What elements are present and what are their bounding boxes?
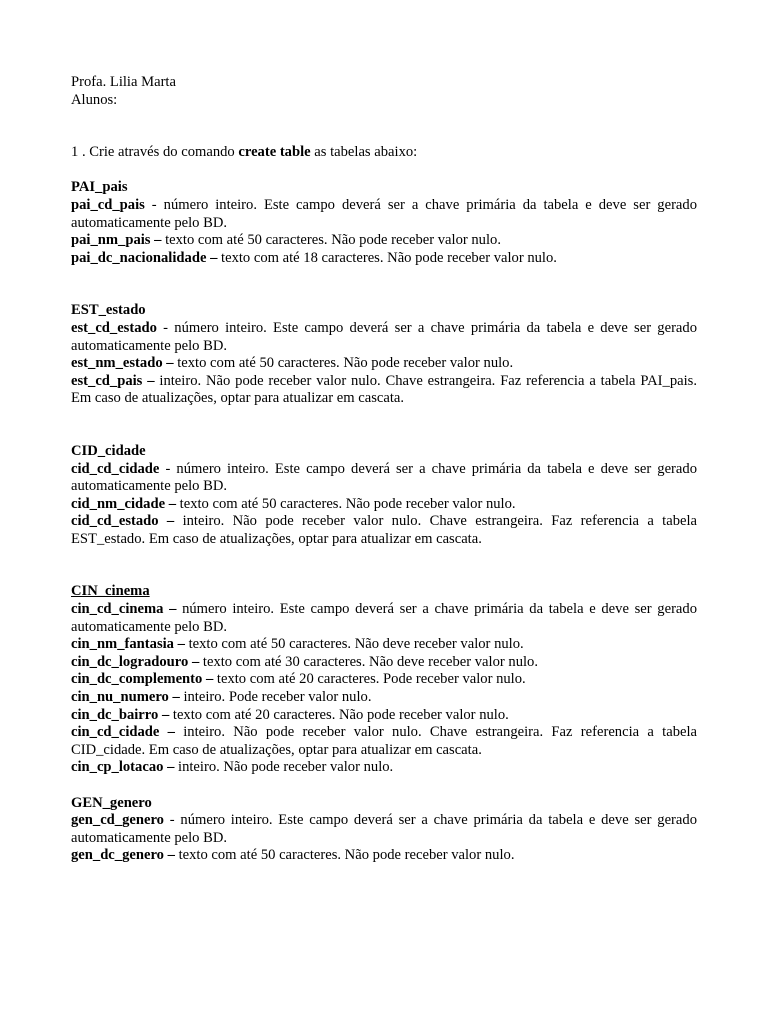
field-name: cin_dc_complemento	[71, 671, 203, 688]
field-sep: –	[159, 724, 184, 741]
field-desc: inteiro. Não pode receber valor nulo. Chave estrangeira. Faz referencia a tabela EST_estado. Em caso de atualizações, optar para atualizar em cascata.	[71, 513, 697, 547]
field-sep: –	[173, 636, 189, 653]
field-name: est_nm_estado	[71, 355, 163, 372]
field-row	[71, 707, 697, 725]
field-name: cid_cd_cidade	[71, 460, 160, 477]
field-sep: –	[163, 847, 179, 864]
field-name: est_cd_pais	[71, 372, 143, 389]
field-sep: –	[202, 671, 217, 688]
field-desc: texto com até 20 caracteres. Pode receber valor nulo.	[216, 671, 526, 688]
field-row	[71, 759, 697, 777]
field-row	[71, 320, 697, 355]
field-row	[71, 461, 697, 496]
field-row	[71, 636, 697, 654]
field-row	[71, 250, 697, 268]
field-desc: texto com até 18 caracteres. Não pode receber valor nulo.	[221, 249, 557, 266]
field-desc: texto com até 50 caracteres. Não deve receber valor nulo.	[188, 636, 524, 653]
field-name: pai_cd_pais	[71, 196, 145, 213]
spacer	[71, 548, 697, 583]
field-name: pai_dc_nacionalidade	[71, 249, 207, 266]
field-name: cid_nm_cidade	[71, 495, 166, 512]
table-title-gen: GEN_genero	[71, 794, 152, 811]
field-sep: –	[163, 759, 179, 776]
field-sep: –	[188, 653, 203, 670]
field-sep: –	[142, 372, 160, 389]
field-row	[71, 232, 697, 250]
field-desc: inteiro. Não pode receber valor nulo. Chave estrangeira. Faz referencia a tabela PAI_pais. Em caso de atualizações, optar para atualizar em cascata.	[71, 372, 697, 407]
teacher-line: Profa. Lilia Marta	[71, 74, 176, 90]
field-sep: -	[144, 196, 164, 213]
field-sep: –	[158, 513, 183, 530]
field-desc: número inteiro. Este campo deverá ser a chave primária da tabela e deve ser gerado automaticamente pelo BD.	[71, 460, 697, 495]
field-name: cin_dc_logradouro	[71, 653, 189, 670]
field-desc: texto com até 50 caracteres. Não pode receber valor nulo.	[178, 847, 515, 864]
spacer	[71, 162, 697, 180]
field-sep: -	[163, 812, 181, 829]
field-sep: –	[206, 249, 222, 266]
field-row	[71, 671, 697, 689]
field-row	[71, 812, 697, 847]
field-name: cin_dc_bairro	[71, 706, 159, 723]
field-sep: –	[150, 232, 166, 249]
field-sep: -	[159, 460, 177, 477]
field-name: cid_cd_estado	[71, 513, 159, 530]
field-name: cin_nm_fantasia	[71, 636, 174, 653]
field-desc: texto com até 20 caracteres. Não pode receber valor nulo.	[172, 706, 509, 723]
spacer	[71, 267, 697, 302]
table-title-cid: CID_cidade	[71, 442, 146, 459]
field-name: pai_nm_pais	[71, 232, 151, 249]
field-row	[71, 724, 697, 759]
spacer	[71, 408, 697, 443]
field-sep: –	[168, 689, 184, 706]
field-desc: inteiro. Pode receber valor nulo.	[183, 689, 372, 706]
field-row	[71, 654, 697, 672]
table-title-est: EST_estado	[71, 302, 146, 319]
field-name: cin_cd_cidade	[71, 724, 160, 741]
spacer	[71, 777, 697, 795]
field-desc: número inteiro. Este campo deverá ser a chave primária da tabela e deve ser gerado automaticamente pelo BD.	[71, 812, 697, 846]
field-name: est_cd_estado	[71, 319, 157, 336]
field-row	[71, 355, 697, 373]
field-name: cin_cp_lotacao	[71, 759, 164, 776]
field-row	[71, 847, 697, 865]
question-line	[71, 144, 697, 162]
field-sep: –	[163, 601, 183, 618]
field-name: gen_cd_genero	[71, 812, 164, 829]
field-row	[71, 197, 697, 232]
document-body	[71, 74, 697, 865]
field-row	[71, 601, 697, 636]
table-title-pai: PAI_pais	[71, 179, 128, 196]
field-desc: texto com até 50 caracteres. Não pode receber valor nulo.	[177, 355, 514, 372]
field-desc: inteiro. Não pode receber valor nulo. Chave estrangeira. Faz referencia a tabela CID_cidade. Em caso de atualizações, optar para atualizar em cascata.	[71, 724, 697, 758]
spacer	[71, 109, 697, 144]
field-desc: número inteiro. Este campo deverá ser a chave primária da tabela e deve ser gerado automaticamente pelo BD.	[71, 196, 697, 231]
field-sep: –	[158, 706, 173, 723]
field-sep: -	[156, 319, 175, 336]
field-desc: número inteiro. Este campo deverá ser a chave primária da tabela e deve ser gerado automaticamente pelo BD.	[71, 601, 698, 635]
field-desc: texto com até 50 caracteres. Não pode receber valor nulo.	[165, 232, 501, 249]
field-desc: texto com até 50 caracteres. Não pode receber valor nulo.	[179, 495, 516, 512]
field-row	[71, 496, 697, 514]
field-row	[71, 689, 697, 707]
field-desc: número inteiro. Este campo deverá ser a chave primária da tabela e deve ser gerado automaticamente pelo BD.	[71, 319, 697, 354]
field-name: gen_dc_genero	[71, 847, 164, 864]
students-line: Alunos:	[71, 91, 118, 108]
field-row	[71, 513, 697, 548]
field-desc: inteiro. Não pode receber valor nulo.	[178, 759, 394, 776]
field-desc: texto com até 30 caracteres. Não deve receber valor nulo.	[202, 653, 538, 670]
field-sep: –	[165, 495, 180, 512]
field-row	[71, 373, 697, 408]
field-name: cin_nu_numero	[71, 689, 169, 706]
question-suffix: as tabelas abaixo:	[310, 144, 418, 161]
question-prefix: 1 . Crie através do comando	[71, 144, 239, 161]
field-name: cin_cd_cinema	[71, 601, 164, 618]
question-command: create table	[238, 144, 311, 161]
field-sep: –	[162, 355, 178, 372]
table-title-cin: CIN_cinema	[71, 583, 150, 600]
